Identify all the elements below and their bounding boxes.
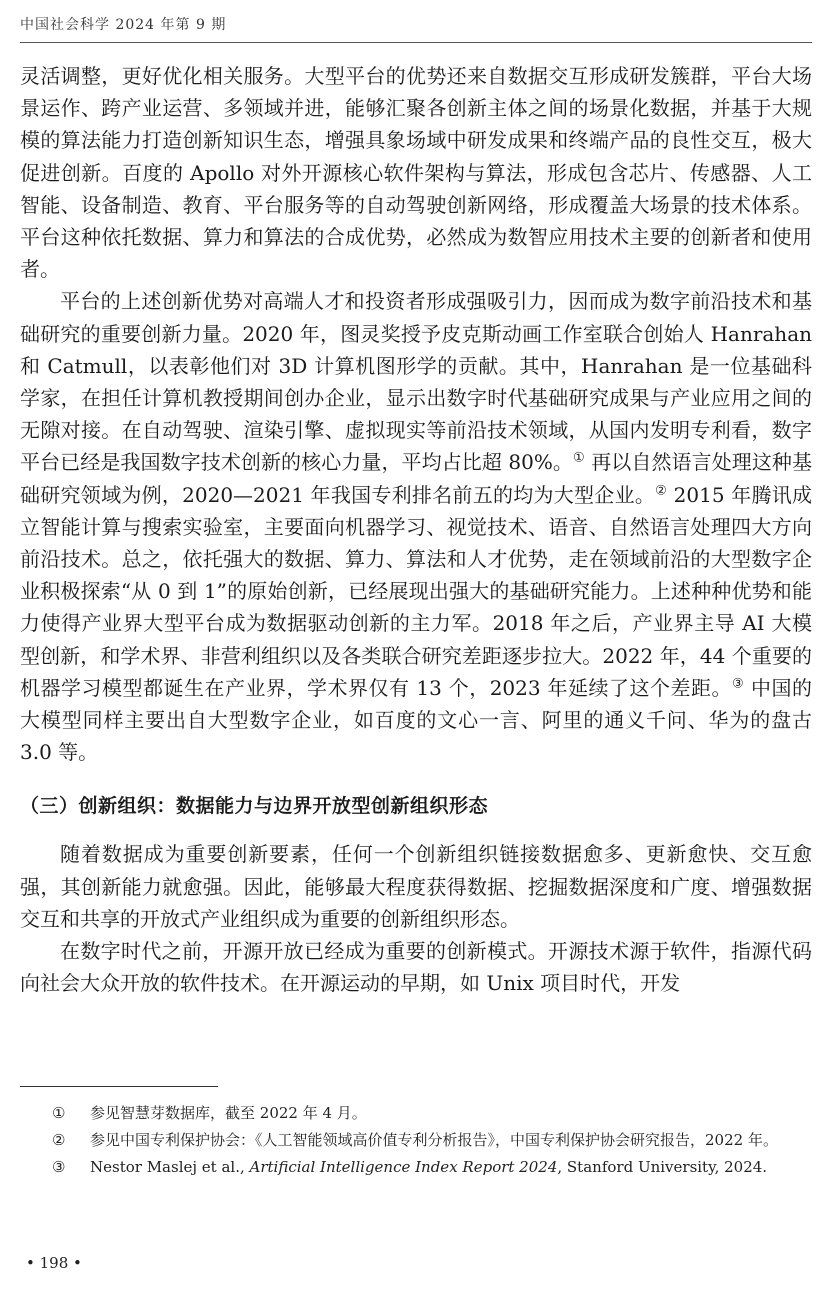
paragraph: [20, 285, 812, 768]
footnote-text: [90, 1154, 812, 1180]
footnote-publisher: , Stanford University, 2024.: [557, 1158, 768, 1176]
footnote-author: Nestor Maslej et al.,: [90, 1158, 250, 1176]
footnote-item: [52, 1127, 812, 1153]
footnote-text: 参见中国专利保护协会：《人工智能领域高价值专利分析报告》，中国专利保护协会研究报告，2022 年。: [90, 1131, 778, 1149]
footnote-item: [52, 1154, 812, 1180]
footnote-ref-1[interactable]: ①: [573, 450, 585, 466]
footnotes: [52, 1100, 812, 1181]
paragraph: 在数字时代之前，开源开放已经成为重要的创新模式。开源技术源于软件，指源代码向社会大众开放的软件技术。在开源运动的早期，如 Unix 项目时代，开发: [20, 939, 812, 996]
section-heading: （三）创新组织：数据能力与边界开放型创新组织形态: [20, 795, 489, 818]
footnote-mark: ①: [52, 1104, 66, 1122]
footnote-mark: ③: [52, 1158, 66, 1176]
running-header: 中国社会科学 2024 年第 9 期: [20, 14, 812, 43]
paragraph-text: 中国的大模型同样主要出自大型数字企业，如百度的文心一言、阿里的通义千问、华为的盘古 3.0 等。: [20, 675, 813, 765]
paragraph-text: 平台的上述创新优势对高端人才和投资者形成强吸引力，因而成为数字前沿技术和基础研究的重要创新力量。2020 年，图灵奖授予皮克斯动画工作室联合创始人 Hanrahan 和 Catmull，以表彰他们对 3D 计算机图形学的贡献。其中，Hanrahan 是一位基础科学家，在担任计算机教授期间创办企业，显示出数字时代基础研究成果与产业应用之间的无隙对接。在自动驾驶、渲染引擎、虚拟现实等前沿技术领域，从国内发明专利看，数字平台已经是我国数字技术创新的核心力量，平均占比超 80%。: [20, 289, 812, 475]
footnote-work-title: Artificial Intelligence Index Report 2024: [249, 1158, 558, 1176]
footnote-ref-3[interactable]: ③: [731, 676, 745, 692]
paragraph-text: 再以自然语言处理这种基础研究领域为例，2020—2021 年我国专利排名前五的均为大型企业。: [20, 450, 813, 507]
article-body: [20, 60, 812, 999]
paragraph-text: 2015 年腾讯成立智能计算与搜索实验室，主要面向机器学习、视觉技术、语音、自然语言处理四大方向前沿技术。总之，依托强大的数据、算力、算法和人才优势，走在领域前沿的大型数字企业积极探索“从 0 到 1”的原始创新，已经展现出强大的基础研究能力。上述种种优势和能力使得产业界大型平台成为数据驱动创新的主力军。2018 年之后，产业界主导 AI 大模型创新，和学术界、非营利组织以及各类联合研究差距逐步拉大。2022 年，44 个重要的机器学习模型都诞生在产业界，学术界仅有 13 个，2023 年延续了这个差距。: [20, 482, 812, 700]
footnote-text: 参见智慧芽数据库，截至 2022 年 4 月。: [90, 1104, 367, 1122]
paragraph: 随着数据成为重要创新要素，任何一个创新组织链接数据愈多、更新愈快、交互愈强，其创新能力就愈强。因此，能够最大程度获得数据、挖掘数据深度和广度、增强数据交互和共享的开放式产业组织成为重要的创新组织形态。: [20, 842, 812, 931]
page-number: • 198 •: [26, 1254, 82, 1272]
footnote-ref-2[interactable]: ②: [655, 482, 668, 498]
footnote-mark: ②: [52, 1131, 66, 1149]
paragraph: 灵活调整，更好优化相关服务。大型平台的优势还来自数据交互形成研发簇群，平台大场景运作、跨产业运营、多领域并进，能够汇聚各创新主体之间的场景化数据，并基于大规模的算法能力打造创新知识生态，增强具象场域中研发成果和终端产品的良性交互，极大促进创新。百度的 Apollo 对外开源核心软件架构与算法，形成包含芯片、传感器、人工智能、设备制造、教育、平台服务等的自动驾驶创新网络，形成覆盖大场景的技术体系。平台这种依托数据、算力和算法的合成优势，必然成为数智应用技术主要的创新者和使用者。: [20, 64, 812, 282]
footnote-divider: [20, 1086, 218, 1087]
footnote-item: [52, 1100, 812, 1126]
